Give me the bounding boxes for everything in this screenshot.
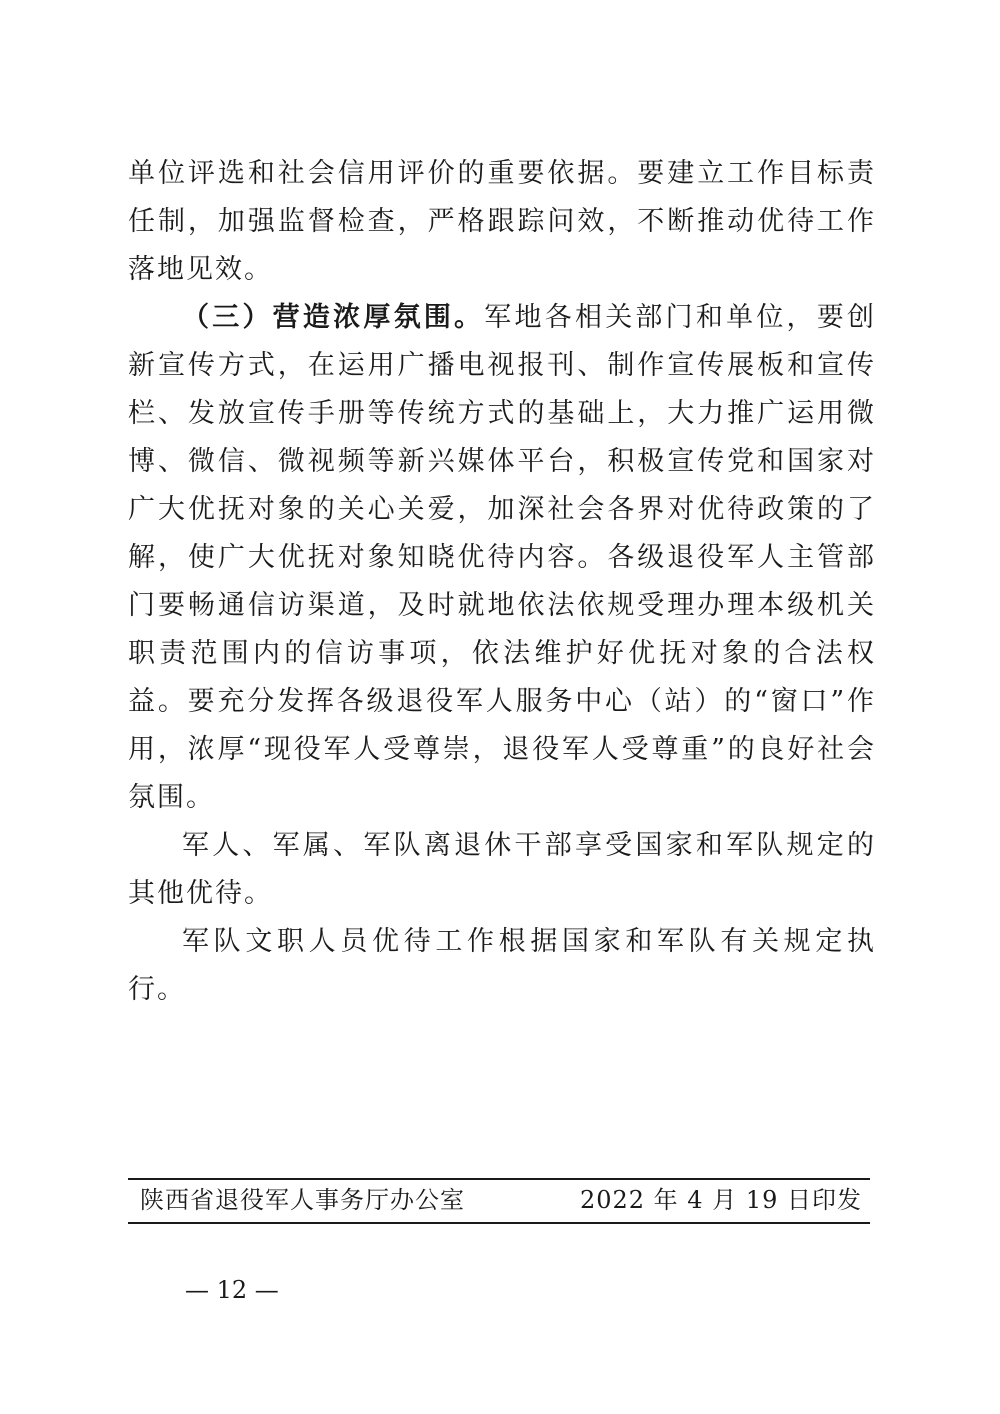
page-number: — 12 — [185, 1276, 279, 1304]
document-body [128, 150, 876, 1014]
paragraph-other-benefits [128, 822, 876, 918]
paragraph-text: 单位评选和社会信用评价的重要依据。要建立工作目标责任制，加强监督检查，严格跟踪问效，不断推动优待工作落地见效。 [128, 158, 876, 285]
footer-issuer: 陕西省退役军人事务厅办公室 [140, 1186, 465, 1214]
footer-issue-date: 2022 年 4 月 19 日印发 [579, 1186, 862, 1214]
footer-top-rule [128, 1178, 870, 1180]
paragraph-section-three [128, 294, 876, 822]
paragraph-civilian-staff [128, 918, 876, 1014]
section-heading: （三）营造浓厚氛围。 [182, 302, 485, 333]
paragraph-continuation [128, 150, 876, 294]
paragraph-text: 军地各相关部门和单位，要创新宣传方式，在运用广播电视报刊、制作宣传展板和宣传栏、发放宣传手册等传统方式的基础上，大力推广运用微博、微信、微视频等新兴媒体平台，积极宣传党和国家对广大优抚对象的关心关爱，加深社会各界对优待政策的了解，使广大优抚对象知晓优待内容。各级退役军人主管部门要畅通信访渠道，及时就地依法依规受理办理本级机关职责范围内的信访事项，依法维护好优抚对象的合法权益。要充分发挥各级退役军人服务中心（站）的“窗口”作用，浓厚“现役军人受尊崇，退役军人受尊重”的良好社会氛围。 [128, 302, 877, 813]
footer-bottom-rule [128, 1222, 870, 1224]
paragraph-text: 军队文职人员优待工作根据国家和军队有关规定执行。 [128, 926, 876, 1005]
paragraph-text: 军人、军属、军队离退休干部享受国家和军队规定的其他优待。 [128, 830, 876, 909]
